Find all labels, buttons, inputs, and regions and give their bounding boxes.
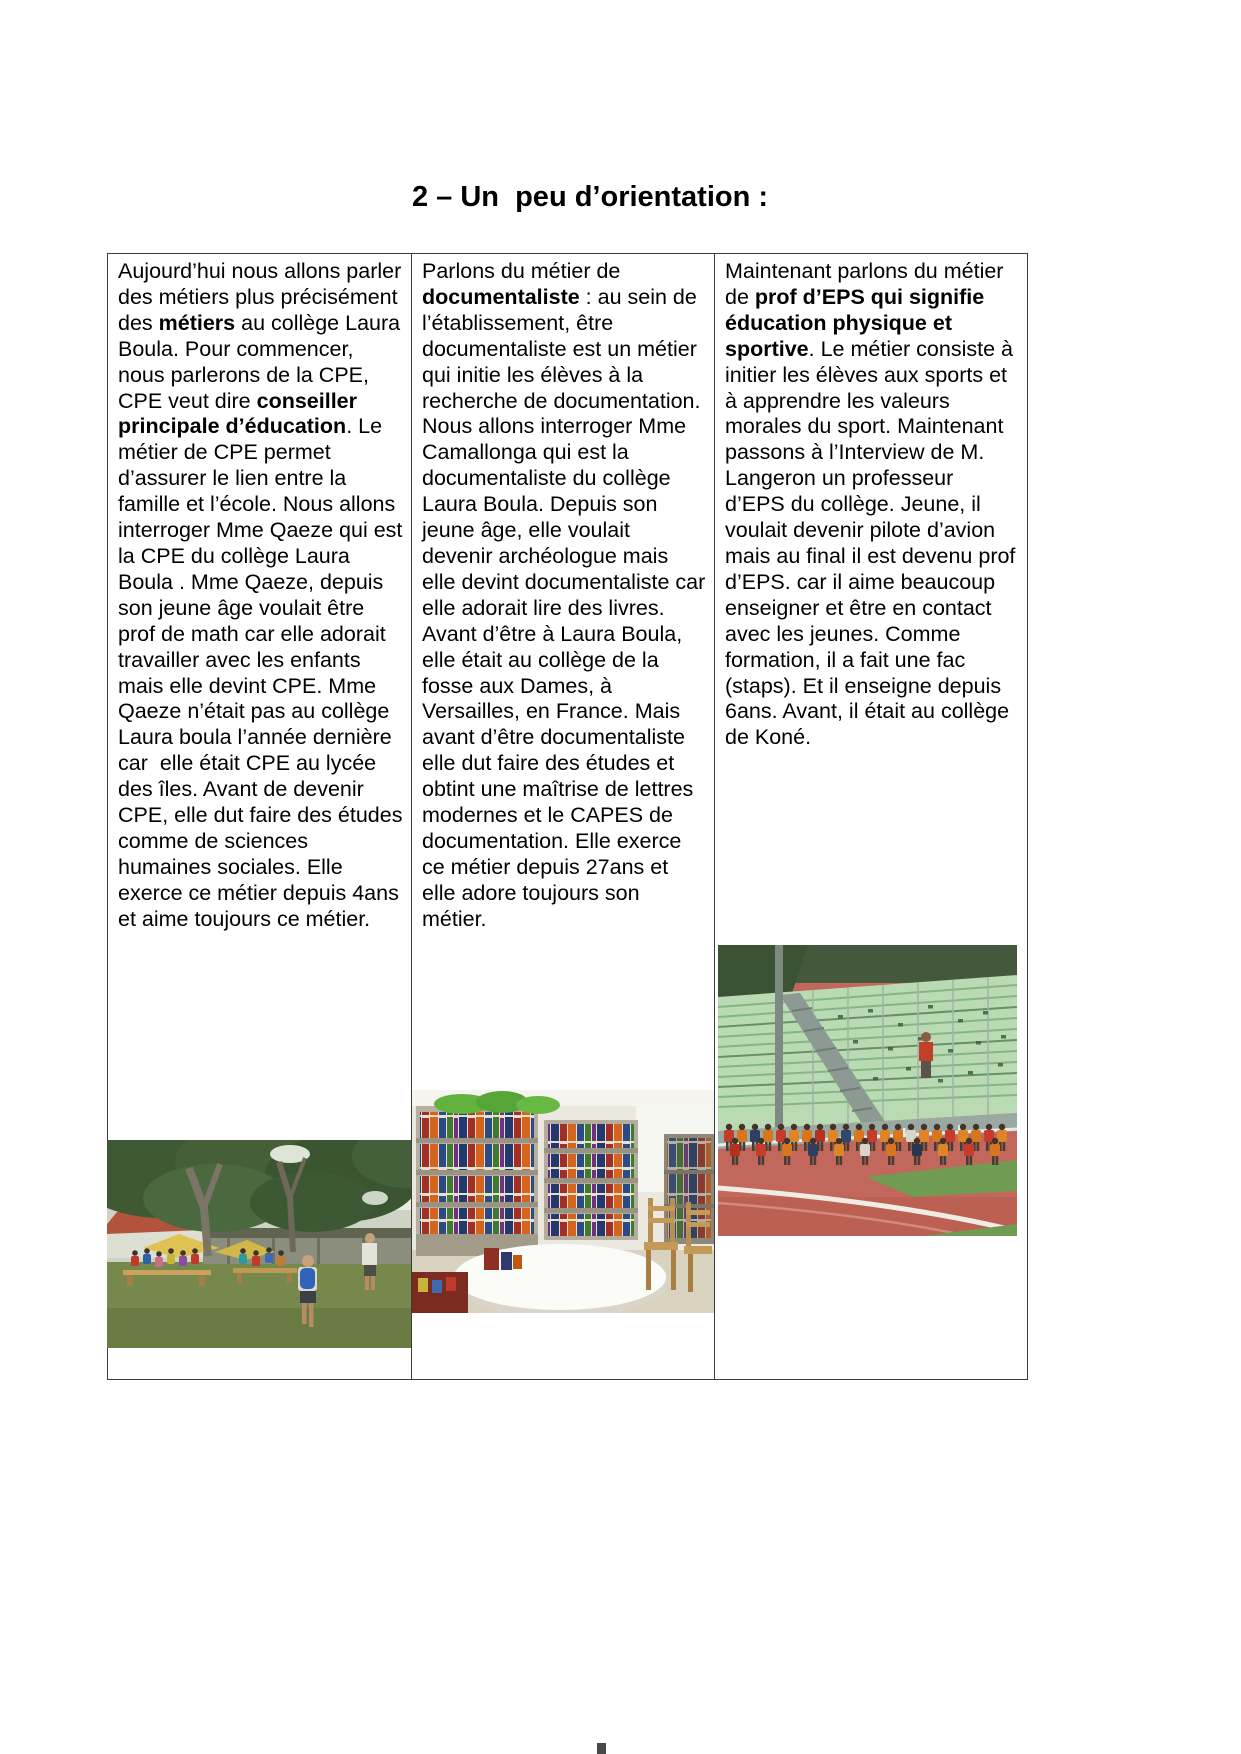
page-title: 2 – Un peu d’orientation : [411, 181, 769, 213]
documentaliste-paragraph: Parlons du métier de documentaliste : au sein de l’établissement, être documentaliste est un métier qui initie les élèves à la recherche de documentation. Nous allons interroger Mme Camallonga qui est la documentaliste du collège Laura Boula. Depuis son jeune âge, elle voulait devenir archéologue mais elle devint documentaliste car elle adorait lire des livres. Avant d’être à Laura Boula, elle était au collège de la fosse aux Dames, à Versailles, en France. Mais avant d’être documentaliste elle dut faire des études et obtint une maîtrise de lettres modernes et le CAPES de documentation. Elle exerce ce métier depuis 27ans et elle adore toujours son métier. [422, 259, 712, 931]
athletics-track-photo [718, 945, 1017, 1236]
page-footer-mark [597, 1743, 606, 1754]
cpe-paragraph: Aujourd’hui nous allons parler des métiers plus précisément des métiers au collège Laura Boula. Pour commencer, nous parlerons de la CPE, CPE veut dire conseiller principale d’éducation. Le métier de CPE permet d’assurer le lien entre la famille et l’école. Nous allons interroger Mme Qaeze qui est la CPE du collège Laura Boula . Mme Qaeze, depuis son jeune âge voulait être prof de math car elle adorait travailler avec les enfants mais elle devint CPE. Mme Qaeze n’était pas au collège Laura boula l’année dernière car elle était CPE au lycée des îles. Avant de devenir CPE, elle dut faire des études comme de sciences humaines sociales. Elle exerce ce métier depuis 4ans et aime toujours ce métier. [118, 259, 409, 931]
table-cell-cpe [108, 254, 412, 1379]
schoolyard-illustration [107, 1140, 411, 1348]
table-cell-documentaliste [412, 254, 715, 1379]
orientation-table [107, 253, 1028, 1380]
athletics-track-illustration [718, 945, 1017, 1236]
library-illustration [412, 1090, 714, 1313]
eps-paragraph: Maintenant parlons du métier de prof d’EPS qui signifie éducation physique et sportive. Le métier consiste à initier les élèves aux sports et à apprendre les valeurs morales du sport. Maintenant passons à l’Interview de M. Langeron un professeur d’EPS du collège. Jeune, il voulait devenir pilote d’avion mais au final il est devenu prof d’EPS. car il aime beaucoup enseigner et être en contact avec les jeunes. Comme formation, il a fait une fac (staps). Et il enseigne depuis 6ans. Avant, il était au collège de Koné. [725, 259, 1022, 750]
schoolyard-photo [107, 1140, 411, 1348]
library-photo [412, 1090, 714, 1313]
table-cell-eps [715, 254, 1027, 1379]
